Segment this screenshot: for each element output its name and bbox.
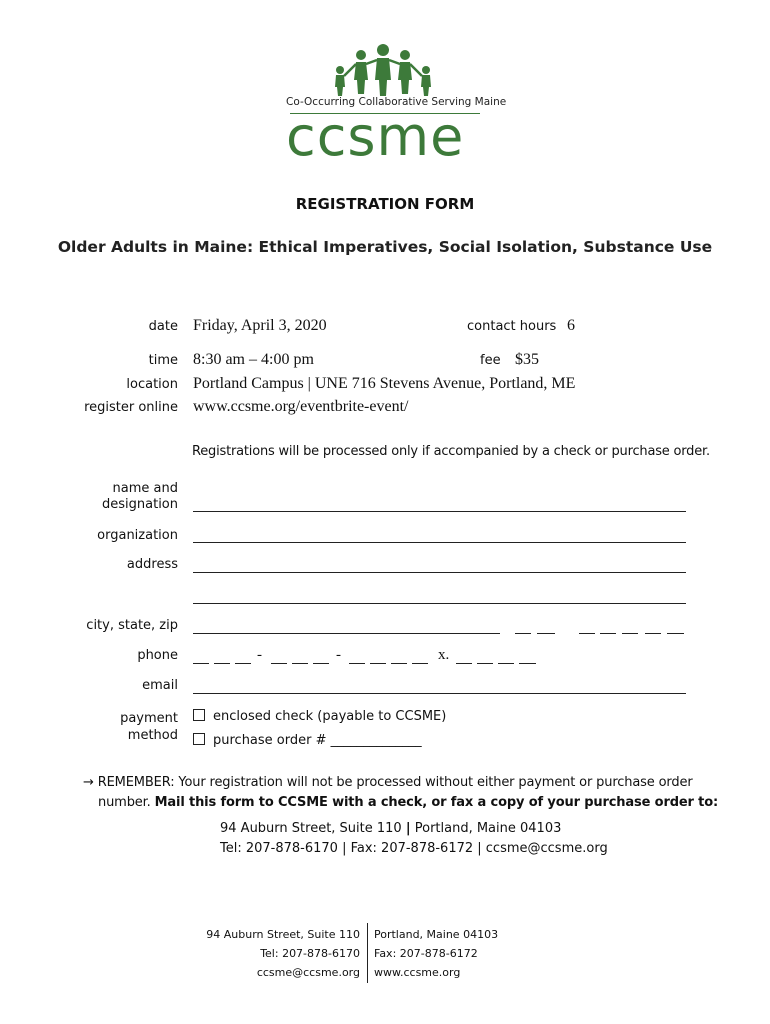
zip-field-4[interactable] [645,633,661,634]
time-label: time [148,353,178,368]
state-field-1[interactable] [515,633,531,634]
footer-right: Portland, Maine 04103 Fax: 207-878-6172 www.ccsme.org [374,928,499,979]
reminder-line2: number. Mail this form to CCSME with a check, or fax a copy of your purchase order to: [98,795,719,810]
email-label: email [142,678,178,693]
name-designation-field[interactable] [193,511,686,512]
contact-hours-label: contact hours [467,319,557,334]
zip-field-1[interactable] [579,633,595,634]
logo-tagline: Co-Occurring Collaborative Serving Maine [286,96,507,108]
reminder-line1: → REMEMBER: Your registration will not be processed without either payment or purchase order [83,775,693,790]
checkbox-icon[interactable] [193,733,205,745]
checkbox-icon[interactable] [193,709,205,721]
phone-field[interactable]: - - x. [193,648,543,666]
zip-field-2[interactable] [600,633,616,634]
organization-label: organization [97,528,178,543]
date-label: date [148,319,178,334]
payment-label-line2: method [127,728,178,743]
address-field-line2[interactable] [193,603,686,604]
logo [280,40,507,168]
location-label: location [126,377,178,392]
state-field-2[interactable] [537,633,555,634]
fee-label: fee [480,353,501,368]
arrow-right-icon: → [83,775,94,790]
date-value: Friday, April 3, 2020 [193,317,327,334]
city-state-zip-label: city, state, zip [86,618,178,633]
processing-notice: Registrations will be processed only if accompanied by a check or purchase order. [192,444,710,459]
address-field-line1[interactable] [193,572,686,573]
family-figures-icon [328,42,438,98]
register-online-label: register online [84,400,178,415]
mailing-contact: Tel: 207-878-6170 | Fax: 207-878-6172 | ccsme@ccsme.org [220,841,608,856]
footer-left: 94 Auburn Street, Suite 110 Tel: 207-878-6170 ccsme@ccsme.org [206,928,360,979]
phone-ext-label: x. [438,647,450,663]
register-online-link[interactable]: www.ccsme.org/eventbrite-event/ [193,398,409,415]
footer-divider [367,923,368,983]
payment-option-po[interactable]: purchase order # ______________ [193,733,422,748]
payment-option-check[interactable]: enclosed check (payable to CCSME) [193,709,446,724]
event-title: Older Adults in Maine: Ethical Imperatives, Social Isolation, Substance Use [57,238,713,256]
email-field[interactable] [193,693,686,694]
contact-hours-value: 6 [567,317,575,334]
zip-field-5[interactable] [667,633,684,634]
logo-wordmark: ccsme [286,105,465,168]
phone-label: phone [137,648,178,663]
location-value: Portland Campus | UNE 716 Stevens Avenue, Portland, ME [193,375,576,392]
name-label-line2: designation [102,497,178,512]
zip-field-3[interactable] [622,633,638,634]
city-field[interactable] [193,633,500,634]
form-title: REGISTRATION FORM [295,195,475,213]
mailing-address: 94 Auburn Street, Suite 110 | Portland, Maine 04103 [220,821,562,836]
organization-field[interactable] [193,542,686,543]
address-label: address [126,557,178,572]
name-label-line1: name and [112,481,178,496]
time-value: 8:30 am – 4:00 pm [193,351,314,368]
fee-value: $35 [515,351,539,368]
payment-label-line1: payment [120,711,178,726]
